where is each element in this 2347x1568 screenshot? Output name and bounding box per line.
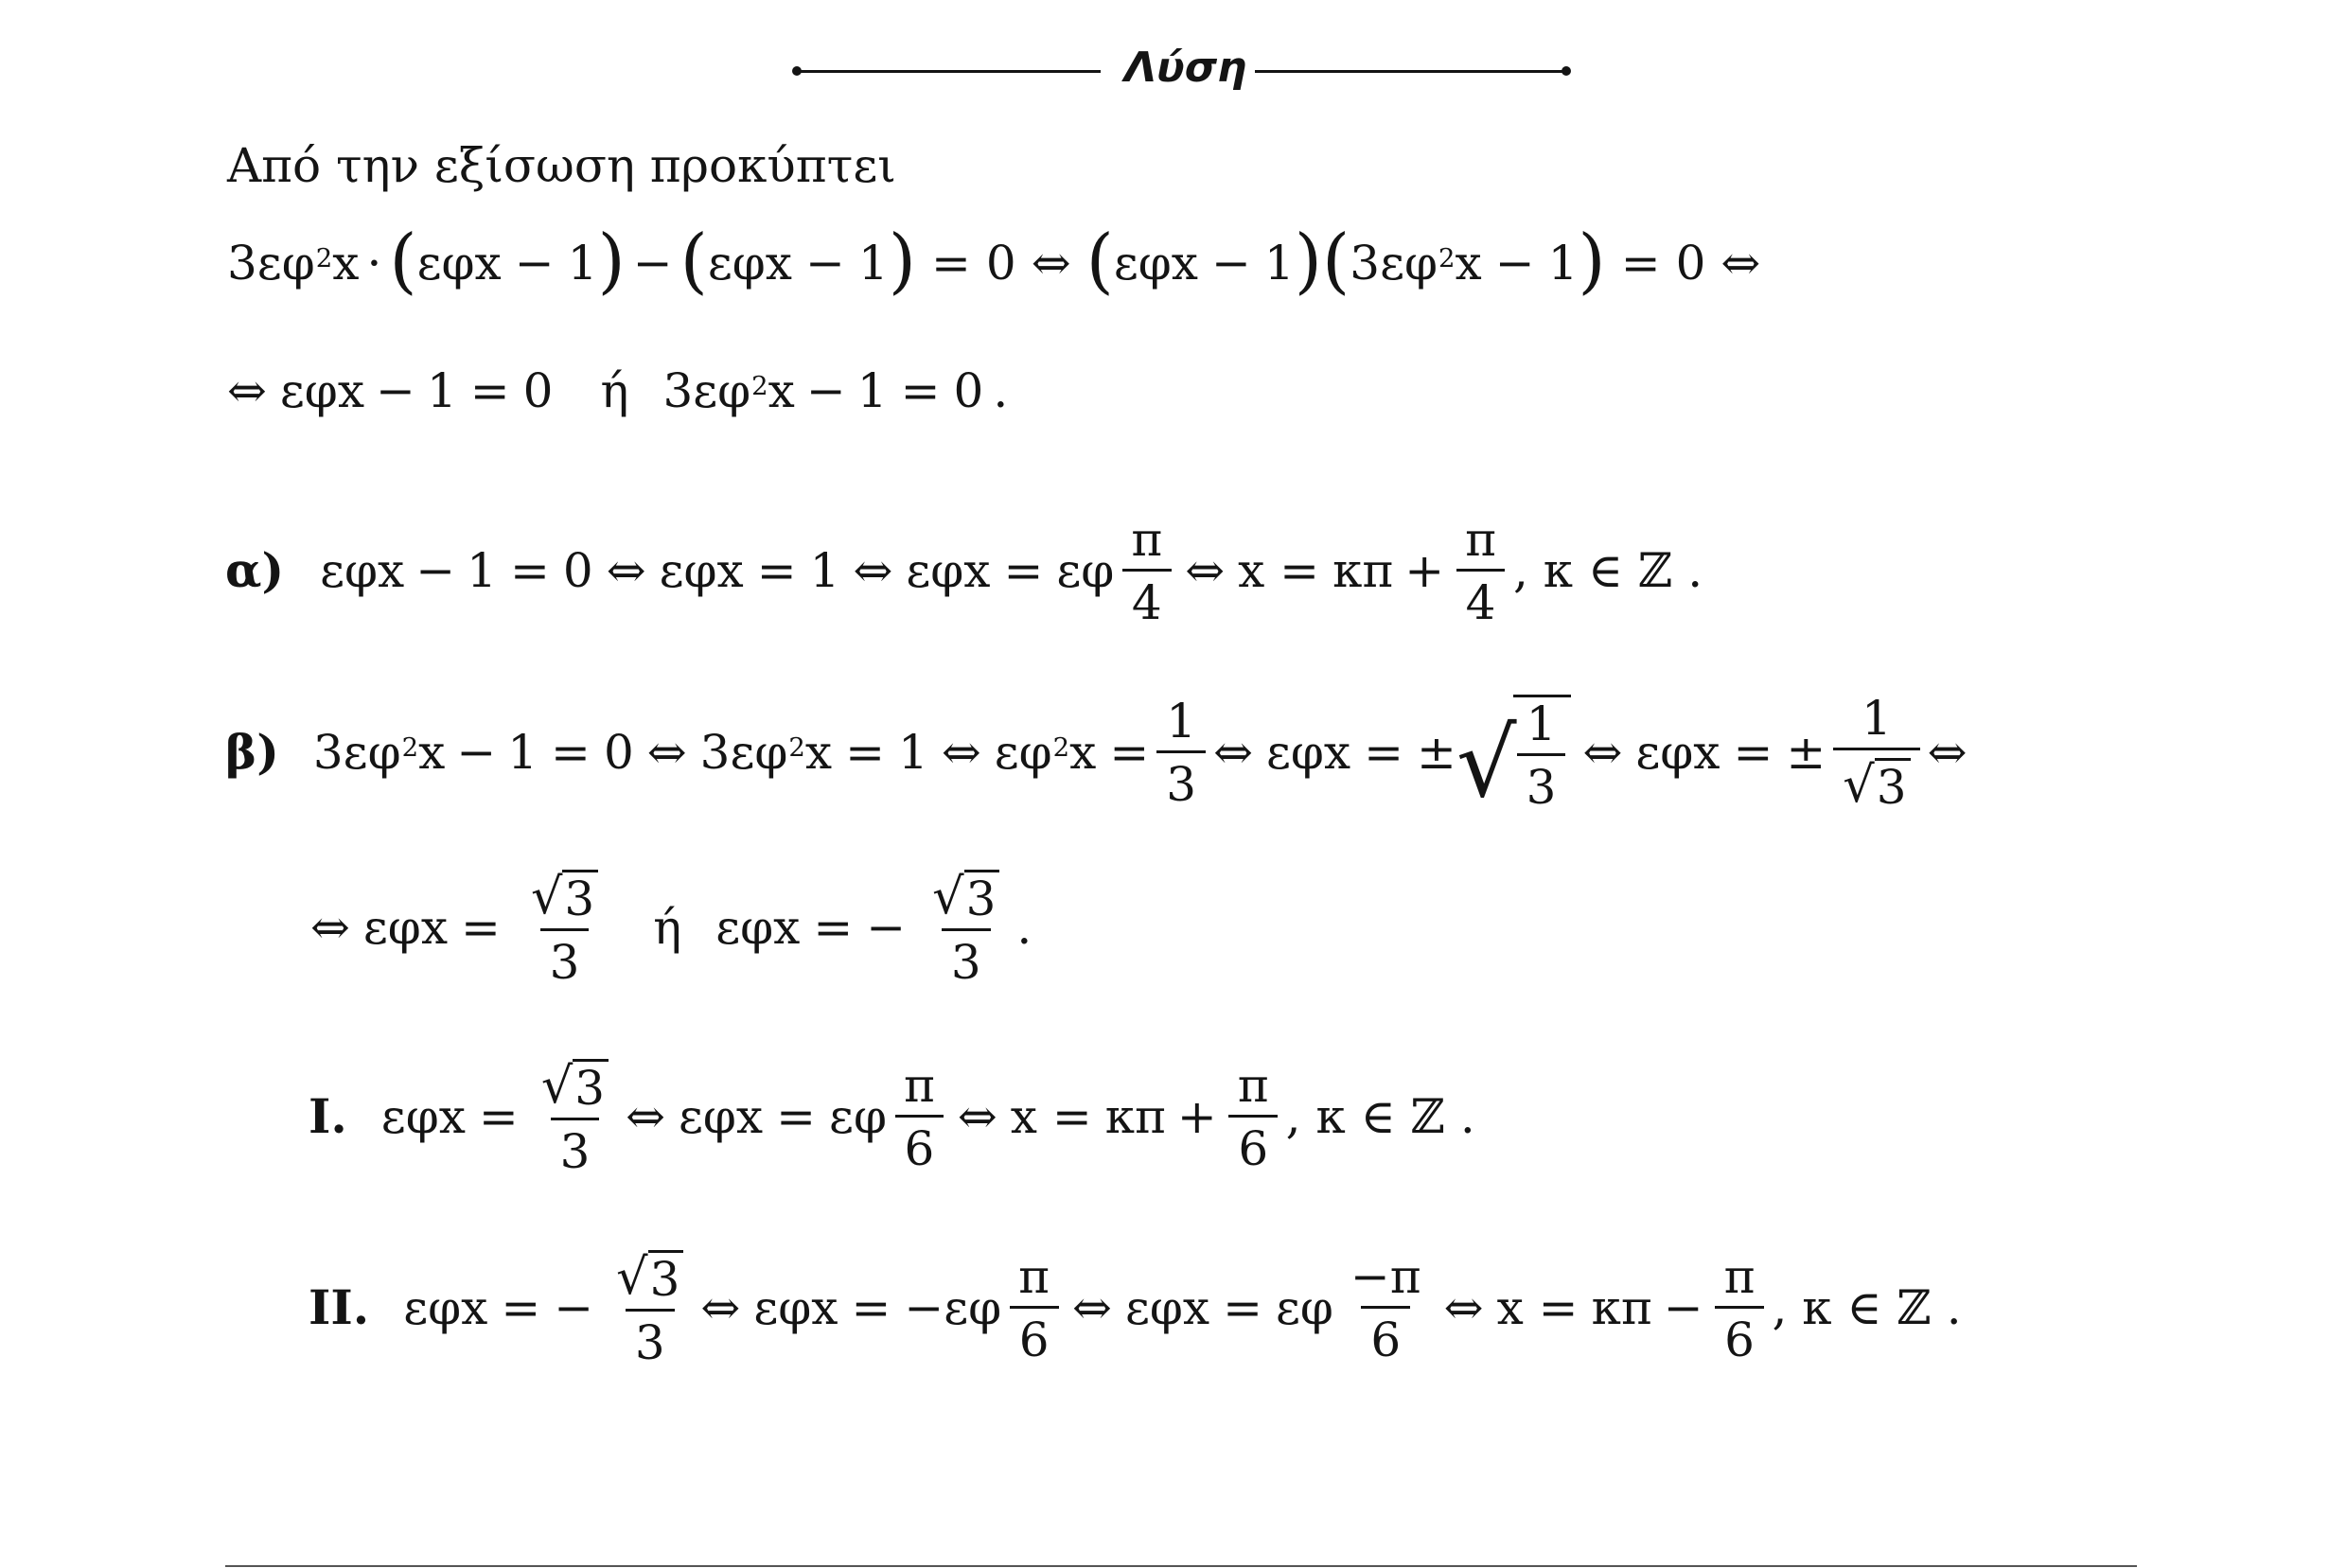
denominator: 4 xyxy=(1456,569,1506,626)
exponent: 2 xyxy=(1438,243,1456,274)
denominator: 3 xyxy=(942,928,991,986)
radicand: 3 xyxy=(964,870,1000,923)
exponent: 2 xyxy=(401,732,419,764)
operator: ⇔ xyxy=(606,543,646,598)
sqrt xyxy=(540,1057,609,1116)
operator: − xyxy=(632,236,673,291)
operator: − xyxy=(1663,1280,1703,1335)
fraction xyxy=(894,1057,944,1176)
numerator: 1 xyxy=(1862,690,1892,746)
bottom-rule xyxy=(225,1565,2137,1567)
numerator: π xyxy=(1237,1057,1269,1113)
fraction xyxy=(1833,690,1919,815)
radical-sign: √ xyxy=(540,1057,574,1115)
term: εφx xyxy=(1113,236,1199,291)
denominator xyxy=(1833,748,1919,815)
term: 1 xyxy=(1263,236,1295,291)
numerator: π xyxy=(1018,1248,1050,1304)
numerator: 1 xyxy=(1526,696,1557,751)
operator: ⇔ xyxy=(941,725,981,780)
exponent: 2 xyxy=(788,732,805,764)
term: εφx xyxy=(1635,725,1721,780)
term: εφx xyxy=(279,363,365,418)
sqrt xyxy=(1843,756,1910,815)
term: 1 xyxy=(426,363,457,418)
fraction xyxy=(1009,1248,1059,1367)
operator: ⇔ xyxy=(1185,543,1226,598)
integer-condition: , κ ∈ ℤ . xyxy=(1285,1089,1475,1144)
fraction xyxy=(532,1057,618,1179)
numerator: −π xyxy=(1350,1248,1421,1304)
term: x = xyxy=(1238,543,1320,598)
numerator: π xyxy=(903,1057,935,1113)
term: x xyxy=(1455,236,1482,291)
denominator: 3 xyxy=(1517,753,1566,811)
denominator: 3 xyxy=(626,1309,675,1366)
operator: = xyxy=(551,725,591,780)
term: 1 xyxy=(856,363,888,418)
operator: = xyxy=(931,236,971,291)
term: εφx xyxy=(380,1089,466,1144)
paren: ) xyxy=(1578,219,1606,303)
fraction xyxy=(1156,693,1206,812)
denominator: 6 xyxy=(1361,1306,1410,1364)
term: εφ xyxy=(1275,1280,1333,1335)
operator: = xyxy=(1620,236,1661,291)
radical-sign: √ xyxy=(932,868,964,925)
term: 3εφ xyxy=(1350,236,1438,291)
term: κπ xyxy=(1104,1089,1166,1144)
radicand: 3 xyxy=(1875,758,1911,811)
numerator: π xyxy=(1723,1248,1756,1304)
exponent: 2 xyxy=(751,371,768,402)
header-rule-right xyxy=(1255,70,1567,73)
term: 3εφ xyxy=(227,236,315,291)
fraction xyxy=(1121,511,1172,630)
operator: = xyxy=(776,1089,817,1144)
term: x = xyxy=(1496,1280,1579,1335)
operator: − xyxy=(514,236,555,291)
term: 3εφ xyxy=(662,363,751,418)
denominator: 3 xyxy=(540,928,590,986)
fraction xyxy=(1341,1248,1431,1367)
numerator xyxy=(521,870,608,928)
operator: ⇔ xyxy=(700,1280,741,1335)
radical-sign: √ xyxy=(1456,707,1517,819)
numerator xyxy=(607,1250,693,1309)
operator: − xyxy=(1494,236,1535,291)
operator: − xyxy=(376,363,415,418)
paren: ( xyxy=(679,219,708,303)
term: x = xyxy=(1010,1089,1092,1144)
denominator: 6 xyxy=(1228,1115,1278,1172)
operator: = xyxy=(509,543,550,598)
operator: = xyxy=(1109,725,1150,780)
paren: ( xyxy=(389,219,417,303)
operator: − xyxy=(456,725,497,780)
term: x xyxy=(768,363,795,418)
operator: ⇔ xyxy=(1031,236,1071,291)
term: 0 xyxy=(522,363,554,418)
radicand: 3 xyxy=(573,1059,609,1112)
term: 1 xyxy=(898,725,928,780)
operator: = xyxy=(478,1089,519,1144)
period: . xyxy=(993,363,1009,418)
operator: ⇔ xyxy=(1721,236,1761,291)
operator: ⇔ xyxy=(957,1089,997,1144)
term: εφx xyxy=(707,236,793,291)
fraction xyxy=(521,868,608,990)
operator: · xyxy=(366,236,382,291)
operator: − xyxy=(805,236,845,291)
denominator: 6 xyxy=(895,1115,944,1172)
term: 0 xyxy=(603,725,634,780)
operator: ⇔ xyxy=(1213,725,1253,780)
label-I: I. xyxy=(309,1088,347,1144)
label-alpha: α) xyxy=(225,542,285,598)
paren: ) xyxy=(888,219,916,303)
operator: = xyxy=(461,900,501,955)
page-title: Λύση xyxy=(1124,44,1247,92)
radicand: 3 xyxy=(648,1250,684,1303)
term: 1 xyxy=(467,543,497,598)
operator: = xyxy=(501,1280,541,1335)
paren: ) xyxy=(1294,219,1322,303)
operator: = xyxy=(851,1280,891,1335)
header-dot-left xyxy=(792,66,802,76)
term: 0 xyxy=(953,363,984,418)
operator: − xyxy=(1211,236,1251,291)
term: εφx xyxy=(906,543,991,598)
term: εφx xyxy=(1124,1280,1210,1335)
term: εφ xyxy=(829,1089,887,1144)
intro-text xyxy=(227,138,896,193)
operator: ⇔ xyxy=(1582,725,1623,780)
denominator: 6 xyxy=(1010,1306,1059,1364)
term: εφx xyxy=(753,1280,838,1335)
radical-sign: √ xyxy=(530,868,563,925)
or-word: ή xyxy=(600,363,629,418)
or-word: ή xyxy=(653,900,682,955)
term: x xyxy=(332,236,360,291)
term: εφ xyxy=(994,725,1052,780)
term: 0 xyxy=(562,543,593,598)
label-II: II. xyxy=(309,1279,370,1335)
operator: = xyxy=(1364,725,1403,780)
radicand xyxy=(1513,695,1572,815)
operator: + xyxy=(1404,543,1445,598)
numerator: π xyxy=(1131,511,1163,567)
equation-2 xyxy=(227,363,1009,418)
term: εφx xyxy=(1265,725,1351,780)
operator: ⇔ xyxy=(1443,1280,1484,1335)
operator: = xyxy=(845,725,885,780)
intro-label: Από την εξίσωση προκύπτει xyxy=(227,138,896,193)
exponent: 2 xyxy=(315,243,333,274)
operator: − xyxy=(554,1280,594,1335)
operator: − xyxy=(805,363,846,418)
operator: = xyxy=(469,363,510,418)
denominator: 3 xyxy=(1156,750,1206,808)
denominator: 4 xyxy=(1122,569,1172,626)
term: x xyxy=(1069,725,1097,780)
integer-condition: , κ ∈ ℤ . xyxy=(1513,543,1703,598)
term: εφx xyxy=(320,543,405,598)
sqrt-fraction xyxy=(1456,695,1572,819)
radicand: 3 xyxy=(562,870,598,923)
header-rule-left xyxy=(798,70,1101,73)
numerator xyxy=(532,1059,618,1118)
term: 0 xyxy=(1675,236,1706,291)
operator: + xyxy=(1176,1089,1217,1144)
operator: ⇔ xyxy=(227,363,267,418)
operator: ⇔ xyxy=(853,543,893,598)
exponent: 2 xyxy=(1052,732,1070,764)
term: 0 xyxy=(985,236,1016,291)
equation-1 xyxy=(227,219,1761,303)
term: 1 xyxy=(1547,236,1579,291)
fraction xyxy=(1517,696,1566,815)
term: εφ xyxy=(1056,543,1115,598)
term: εφx xyxy=(659,543,744,598)
fraction xyxy=(1715,1248,1765,1367)
term: κπ xyxy=(1332,543,1394,598)
term: −εφ xyxy=(904,1280,1002,1335)
integer-condition: , κ ∈ ℤ . xyxy=(1772,1280,1962,1335)
case-alpha xyxy=(225,511,1703,630)
operator: − xyxy=(866,900,907,955)
operator: ± xyxy=(1786,725,1826,780)
term: κπ xyxy=(1591,1280,1652,1335)
paren: ) xyxy=(597,219,626,303)
operator: − xyxy=(415,543,456,598)
term: εφx xyxy=(416,236,502,291)
term: x xyxy=(804,725,833,780)
term: εφx xyxy=(362,900,449,955)
denominator: 6 xyxy=(1715,1306,1764,1364)
numerator xyxy=(923,870,1009,928)
header-dot-right xyxy=(1562,66,1571,76)
numerator: π xyxy=(1465,511,1496,567)
operator: = xyxy=(900,363,941,418)
sqrt xyxy=(932,868,999,926)
period: . xyxy=(1016,900,1032,955)
fraction xyxy=(923,868,1009,990)
label-beta: β) xyxy=(225,724,279,780)
term: εφx xyxy=(403,1280,488,1335)
paren: ( xyxy=(1322,219,1350,303)
fraction xyxy=(1228,1057,1279,1176)
term: 1 xyxy=(567,236,598,291)
case-I xyxy=(309,1050,1475,1183)
operator: ⇔ xyxy=(646,725,687,780)
radical-sign: √ xyxy=(1843,756,1875,814)
operator: = xyxy=(756,543,797,598)
case-beta-1 xyxy=(225,681,1967,823)
fraction xyxy=(607,1248,693,1370)
term: 3εφ xyxy=(312,725,401,780)
operator: ⇔ xyxy=(626,1089,666,1144)
numerator: 1 xyxy=(1166,693,1197,749)
paren: ( xyxy=(1085,219,1114,303)
operator: = xyxy=(813,900,854,955)
case-II xyxy=(309,1242,1962,1374)
operator: = xyxy=(1733,725,1773,780)
term: 3εφ xyxy=(699,725,788,780)
operator: ⇔ xyxy=(1072,1280,1112,1335)
sqrt xyxy=(616,1248,683,1307)
radical-sign: √ xyxy=(616,1248,648,1306)
term: 1 xyxy=(857,236,889,291)
operator: ⇔ xyxy=(1927,725,1968,780)
operator: = xyxy=(1223,1280,1262,1335)
operator: = xyxy=(1003,543,1044,598)
term: 1 xyxy=(507,725,538,780)
fraction xyxy=(1456,511,1506,630)
term: εφx xyxy=(679,1089,764,1144)
sqrt xyxy=(530,868,598,926)
term: x xyxy=(418,725,446,780)
operator: ± xyxy=(1417,725,1456,780)
term: εφx xyxy=(715,900,801,955)
case-beta-2 xyxy=(310,861,1032,994)
operator: ⇔ xyxy=(310,900,350,955)
denominator: 3 xyxy=(551,1118,600,1175)
term: 1 xyxy=(809,543,840,598)
